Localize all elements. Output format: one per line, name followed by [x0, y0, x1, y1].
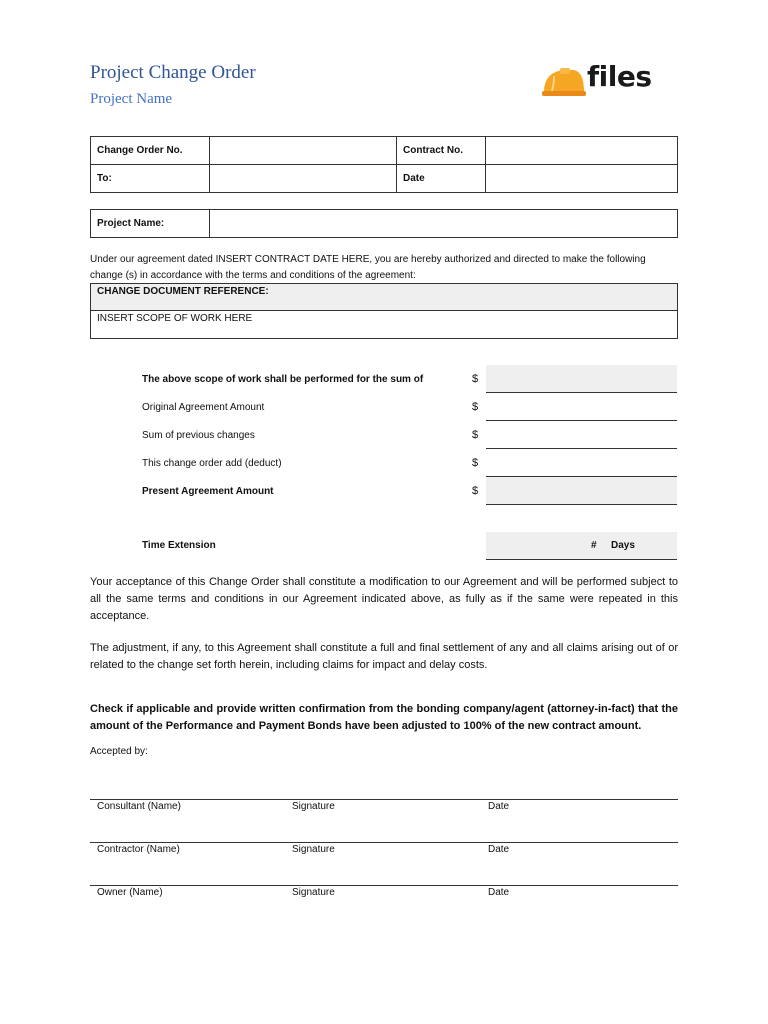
change-order-no-field[interactable] [210, 137, 397, 165]
acceptance-paragraph: Your acceptance of this Change Order shall constitute a modification to our Agreement and will be performed subject to all the same terms and conditions in our Agreement indicated above, as fully as if the same were repeated in this acceptance. [90, 576, 678, 622]
to-field[interactable] [210, 165, 397, 193]
accepted-by-label: Accepted by: [90, 746, 148, 757]
sum-field-original[interactable] [486, 393, 677, 421]
contractor-date-label: Date [488, 844, 510, 855]
hardhat-icon [540, 62, 588, 102]
signature-line [90, 799, 678, 800]
days-unit-label: Days [611, 540, 635, 551]
bonding-paragraph: Check if applicable and provide written confirmation from the bonding company/agent (attorney-in-fact) that the amount of the Performance and Payment Bonds have been adjusted to 100% of the new contract amount. [90, 703, 678, 732]
agreement-line-2: change (s) in accordance with the terms and conditions of the agreement: [90, 270, 416, 281]
sum-label-previous: Sum of previous changes [142, 430, 255, 441]
contractor-name-label: Contractor (Name) [97, 844, 180, 855]
scope-of-work-field[interactable]: INSERT SCOPE OF WORK HERE [97, 313, 253, 324]
owner-name-label: Owner (Name) [97, 887, 163, 898]
owner-date-label: Date [488, 887, 510, 898]
sum-label-original: Original Agreement Amount [142, 402, 265, 413]
page-title: Project Change Order [90, 62, 256, 83]
currency-symbol: $ [472, 373, 479, 385]
change-order-no-label: Change Order No. [91, 137, 210, 165]
contract-no-label: Contract No. [397, 137, 486, 165]
signature-line [90, 885, 678, 886]
currency-symbol: $ [472, 457, 479, 469]
agreement-text [90, 252, 678, 284]
sum-field-previous[interactable] [486, 421, 677, 449]
date-label: Date [397, 165, 486, 193]
consultant-date-label: Date [488, 801, 510, 812]
sum-label-present: Present Agreement Amount [142, 486, 274, 497]
currency-symbol: $ [472, 401, 479, 413]
consultant-name-label: Consultant (Name) [97, 801, 181, 812]
project-name-subtitle: Project Name [90, 91, 173, 107]
logo-text: files [587, 60, 652, 93]
sum-field-present[interactable] [486, 477, 677, 505]
contractor-signature-label: Signature [292, 844, 335, 855]
sum-label-this-change: This change order add (deduct) [142, 458, 282, 469]
project-name-field[interactable] [210, 210, 678, 238]
project-name-label: Project Name: [91, 210, 210, 238]
consultant-signature-label: Signature [292, 801, 335, 812]
date-field[interactable] [486, 165, 678, 193]
to-label: To: [91, 165, 210, 193]
currency-symbol: $ [472, 485, 479, 497]
sum-field-scope[interactable] [486, 365, 677, 393]
project-name-table [90, 209, 678, 238]
contract-no-field[interactable] [486, 137, 678, 165]
files-logo [540, 62, 670, 102]
change-order-info-table [90, 136, 678, 193]
sum-field-this-change[interactable] [486, 449, 677, 477]
change-document-reference-box [90, 283, 678, 339]
time-extension-field[interactable] [486, 532, 677, 560]
owner-signature-label: Signature [292, 887, 335, 898]
time-extension-label: Time Extension [142, 540, 216, 551]
adjustment-paragraph: The adjustment, if any, to this Agreement shall constitute a full and final settlement of any and all claims arising out of or related to the change set forth herein, including claims for impact and delay costs. [90, 642, 678, 671]
change-document-reference-label: CHANGE DOCUMENT REFERENCE: [91, 284, 677, 311]
signature-line [90, 842, 678, 843]
days-number-symbol: # [591, 540, 597, 551]
sum-label-scope: The above scope of work shall be performed for the sum of [142, 374, 424, 385]
agreement-line-1: Under our agreement dated INSERT CONTRACT DATE HERE, you are hereby authorized and directed to make the following [90, 254, 646, 265]
currency-symbol: $ [472, 429, 479, 441]
